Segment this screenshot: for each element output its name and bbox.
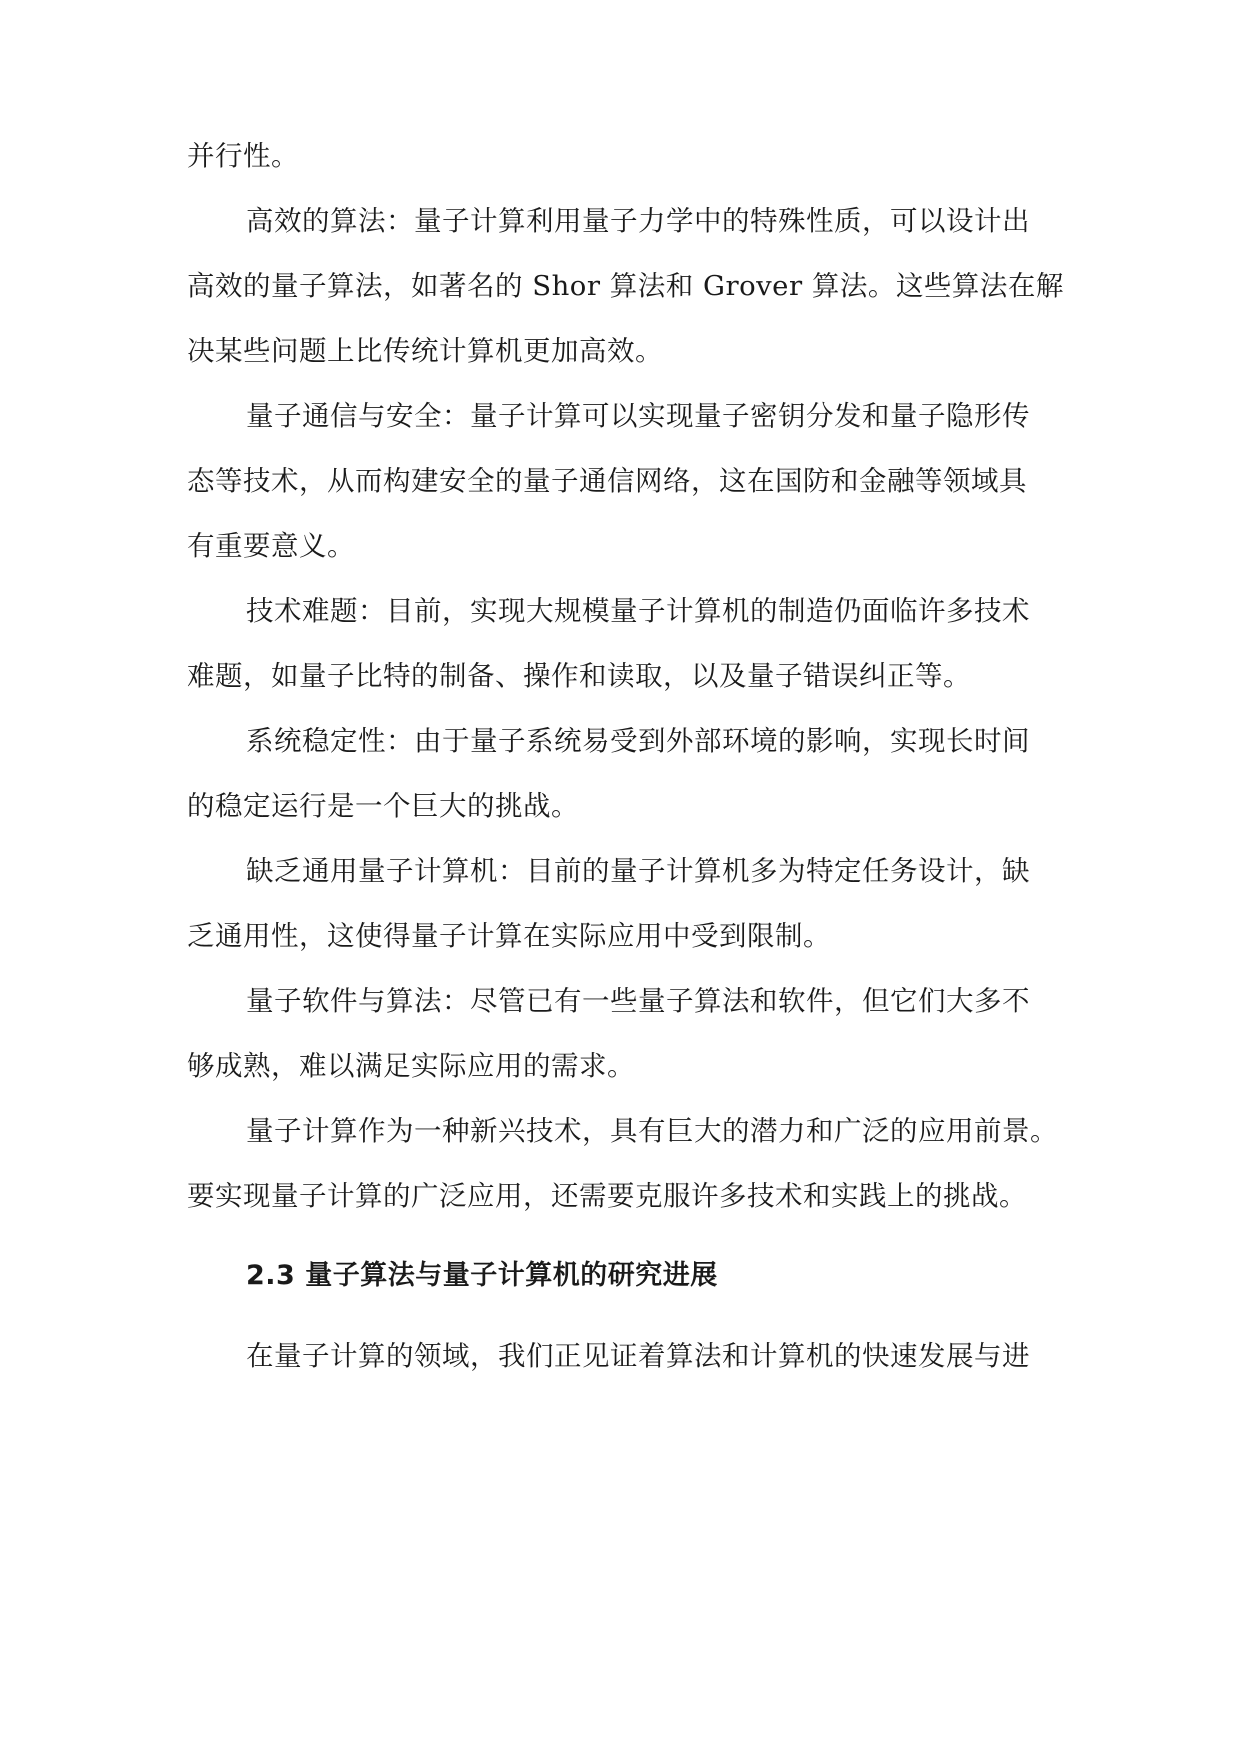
paragraph-line: 系统稳定性：由于量子系统易受到外部环境的影响，实现长时间 xyxy=(246,725,1030,757)
section-heading: 2.3 量子算法与量子计算机的研究进展 xyxy=(246,1260,718,1291)
paragraph-line: 有重要意义。 xyxy=(187,530,355,562)
paragraph-line: 技术难题：目前，实现大规模量子计算机的制造仍面临许多技术 xyxy=(246,595,1030,627)
paragraph-line: 决某些问题上比传统计算机更加高效。 xyxy=(187,335,663,367)
paragraph-line: 量子通信与安全：量子计算可以实现量子密钥分发和量子隐形传 xyxy=(246,400,1030,432)
paragraph-line: 缺乏通用量子计算机：目前的量子计算机多为特定任务设计，缺 xyxy=(246,855,1030,887)
paragraph-line: 高效的量子算法，如著名的 Shor 算法和 Grover 算法。这些算法在解 xyxy=(187,270,1064,302)
paragraph-line: 态等技术，从而构建安全的量子通信网络，这在国防和金融等领域具 xyxy=(187,465,1027,497)
paragraph-line: 量子软件与算法：尽管已有一些量子算法和软件，但它们大多不 xyxy=(246,985,1030,1017)
paragraph-line: 的稳定运行是一个巨大的挑战。 xyxy=(187,790,579,822)
paragraph-line: 够成熟，难以满足实际应用的需求。 xyxy=(187,1050,635,1082)
paragraph-line: 高效的算法：量子计算利用量子力学中的特殊性质，可以设计出 xyxy=(246,205,1030,237)
paragraph-line: 乏通用性，这使得量子计算在实际应用中受到限制。 xyxy=(187,920,831,952)
paragraph-line: 并行性。 xyxy=(187,140,299,172)
paragraph-line: 在量子计算的领域，我们正见证着算法和计算机的快速发展与进 xyxy=(246,1340,1030,1372)
paragraph-line: 量子计算作为一种新兴技术，具有巨大的潜力和广泛的应用前景。 xyxy=(246,1115,1058,1147)
paragraph-line: 难题，如量子比特的制备、操作和读取，以及量子错误纠正等。 xyxy=(187,660,971,692)
paragraph-line: 要实现量子计算的广泛应用，还需要克服许多技术和实践上的挑战。 xyxy=(187,1180,1027,1212)
